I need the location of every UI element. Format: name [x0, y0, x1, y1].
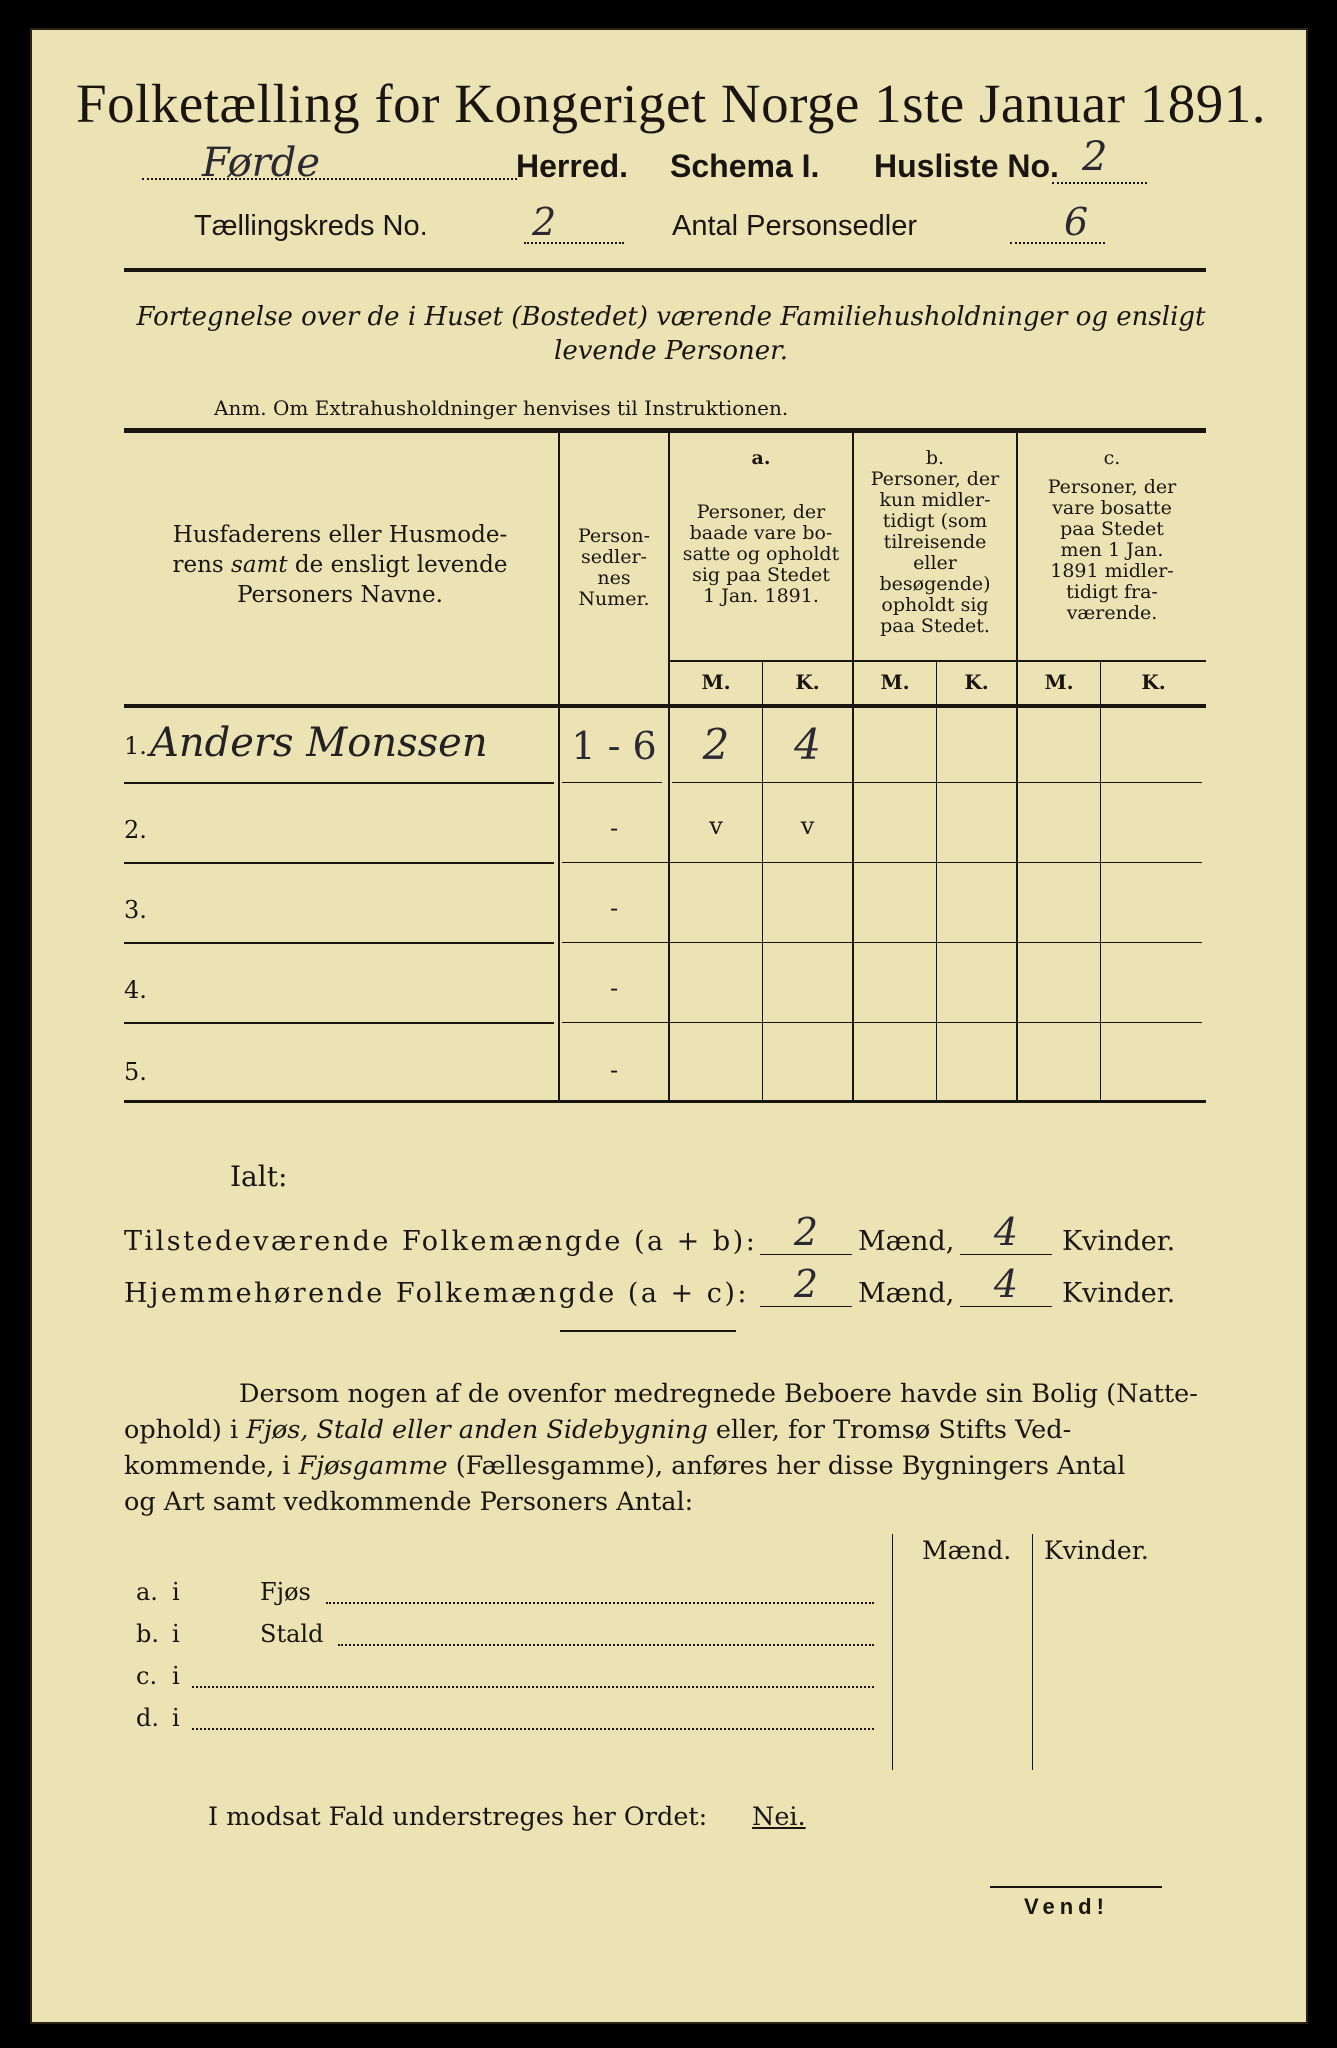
herred-label: Herred. — [516, 148, 629, 184]
row-number: - — [609, 1056, 619, 1084]
hjemme-m-line — [760, 1306, 852, 1307]
hjemme-k-line — [960, 1306, 1052, 1307]
row-name: Anders Monssen — [150, 720, 488, 766]
hjemme-m-value: 2 — [793, 1262, 819, 1306]
row-line — [124, 1022, 554, 1024]
col-b-k: K. — [964, 670, 989, 694]
hjemme-k-value: 4 — [993, 1262, 1019, 1306]
col-a-k: K. — [795, 670, 820, 694]
row-number: 1 - 6 — [571, 724, 657, 768]
col-header-number: Person- sedler- nes Numer. — [577, 525, 651, 610]
col-header-names: Husfaderens eller Husmode- rens samt de ensligt levende Personers Navne. — [172, 522, 508, 608]
kreds-label: Tællingskreds No. — [194, 210, 428, 242]
col-a-letter: a. — [751, 447, 771, 469]
row-number: - — [609, 814, 619, 842]
herred-value: Førde — [202, 140, 321, 186]
tilstede-k-line — [960, 1254, 1052, 1255]
bolig-col-divider-2 — [1032, 1534, 1033, 1770]
tilstede-m-line — [760, 1254, 852, 1255]
row-a-k: v — [800, 812, 815, 840]
row-line — [124, 862, 554, 864]
census-form: Folketælling for Kongeriget Norge 1ste Januar 1891. Førde Herred. Schema I. Husliste No. 2 Tællingskreds No. 2 Antal Personsedler 6 Fortegnelse over de i Huset (Bostedet) værende Familiehusholdninger og ensligt levende Personer. Anm. Om Extrahusholdninger henvises til Instruktionen. Husfaderens eller Husmode- rens samt de ensligt levende Personers Navne. Person- sedler- nes Numer. a. Personer, der baade vare bo- satte og opholdt sig paa Stedet 1 Jan. 1891. b. Personer, der kun midler- tidigt (som tilreisende eller besøgende) opholdt sig paa Stedet. c. Personer, der vare bosatte paa Stedet men 1 Jan. 1891 midler- tidigt fra- værende. M. K. M. K. M. K. 1. Anders Monssen 1 - 6 2 4 2. - v v 3. - 4. - 5. - Ialt: Tilstedeværende Folkemængde (a + b): 2 Mænd, 4 Kvinder. Hjemmehørende Folkemængde (a + c): 2 Mænd, 4 Kvinder. Dersom nogen af de ovenfor medregnede Beboere havde sin Bolig (Natte- ophold) i Fjøs, Stald eller anden Sidebygning eller, for Tromsø Stifts Ved- kommende, i Fjøsgamme (Fællesgamme), anføres her disse Bygningers Antal og Art samt vedkommende Personers Antal: Mænd. Kvinder. a. i Fjøs b. i Stald c. i d. i I modsat Fald understreges her Ordet: Nei. Vend! — [30, 28, 1308, 2024]
row-line — [562, 782, 662, 783]
schema-label: Schema I. — [670, 148, 820, 184]
row-line — [562, 942, 1202, 943]
vend-line — [990, 1886, 1162, 1888]
col-c-m: M. — [1044, 670, 1074, 694]
tilstede-label: Tilstedeværende Folkemængde (a + b): — [124, 1226, 758, 1257]
nei-word: Nei. — [752, 1802, 806, 1832]
kreds-value: 2 — [532, 200, 557, 244]
col-header-b: b. Personer, der kun midler- tidigt (som tilreisende eller besøgende) opholdt sig paa Stedet. — [870, 447, 1000, 637]
husliste-value: 2 — [1082, 134, 1108, 180]
mk-divider — [668, 660, 1206, 662]
intro-line-1: Fortegnelse over de i Huset (Bostedet) værende Familiehusholdninger og ensligt — [136, 302, 1206, 332]
bolig-col-divider-1 — [892, 1534, 893, 1770]
row-a-k: 4 — [794, 720, 821, 769]
herred-dotted-line — [142, 178, 517, 180]
col-header-a: Personer, der baade vare bo- satte og opholdt sig paa Stedet 1 Jan. 1891. — [682, 501, 840, 607]
tilstede-maend: Mænd, — [858, 1226, 955, 1257]
col-b-m: M. — [880, 670, 910, 694]
husliste-dotted-line — [1052, 182, 1147, 184]
row-line — [124, 782, 554, 784]
antal-label: Antal Personsedler — [672, 210, 918, 242]
row-line — [562, 862, 1202, 863]
anm-note: Anm. Om Extrahusholdninger henvises til Instruktionen. — [214, 396, 789, 420]
intro-line-2: levende Personer. — [554, 336, 788, 366]
page-title: Folketælling for Kongeriget Norge 1ste Januar 1891. — [76, 73, 1266, 134]
col-header-c: c. Personer, der vare bosatte paa Stedet men 1 Jan. 1891 midler- tidigt fra- værende. — [1047, 447, 1177, 624]
hjemme-kvinder: Kvinder. — [1062, 1278, 1176, 1309]
hjemme-maend: Mænd, — [858, 1278, 955, 1309]
row-line — [124, 942, 554, 944]
bolig-paragraph: Dersom nogen af de ovenfor medregnede Beboere havde sin Bolig (Natte- ophold) i Fjøs, Stald eller anden Sidebygning eller, for Tromsø Stifts Ved- kommende, i Fjøsgamme (Fællesgamme), anføres her disse Bygningers Antal og Art samt vedkommende Personers Antal: — [124, 1379, 1198, 1517]
row-line — [672, 782, 1202, 783]
antal-value: 6 — [1064, 200, 1089, 244]
husliste-label: Husliste No. — [874, 148, 1059, 184]
table-header-bottom — [124, 704, 1206, 708]
col-b-mk-divider — [936, 662, 937, 1101]
tilstede-kvinder: Kvinder. — [1062, 1226, 1176, 1257]
col-c-k: K. — [1141, 670, 1166, 694]
section-divider — [560, 1330, 736, 1332]
ialt-label: Ialt: — [230, 1160, 288, 1193]
header-divider — [124, 268, 1206, 272]
table-bottom-border — [124, 1100, 1206, 1103]
vend-label: Vend! — [1024, 1894, 1109, 1919]
table-top-border — [124, 428, 1206, 433]
row-a-m: v — [709, 812, 723, 840]
col-c-mk-divider — [1100, 662, 1101, 1101]
tilstede-k-value: 4 — [993, 1210, 1019, 1254]
row-a-m: 2 — [702, 720, 730, 769]
hjemme-label: Hjemmehørende Folkemængde (a + c): — [124, 1278, 749, 1309]
row-number: - — [609, 974, 619, 1002]
antal-dotted-line — [1010, 242, 1105, 244]
row-number: - — [609, 894, 619, 922]
col-a-m: M. — [701, 670, 731, 694]
modsat-label: I modsat Fald understreges her Ordet: — [208, 1802, 708, 1832]
bolig-col-maend: Mænd. — [922, 1536, 1012, 1565]
row-line — [562, 1022, 1202, 1023]
bolig-col-kvinder: Kvinder. — [1044, 1536, 1149, 1565]
tilstede-m-value: 2 — [793, 1210, 819, 1254]
